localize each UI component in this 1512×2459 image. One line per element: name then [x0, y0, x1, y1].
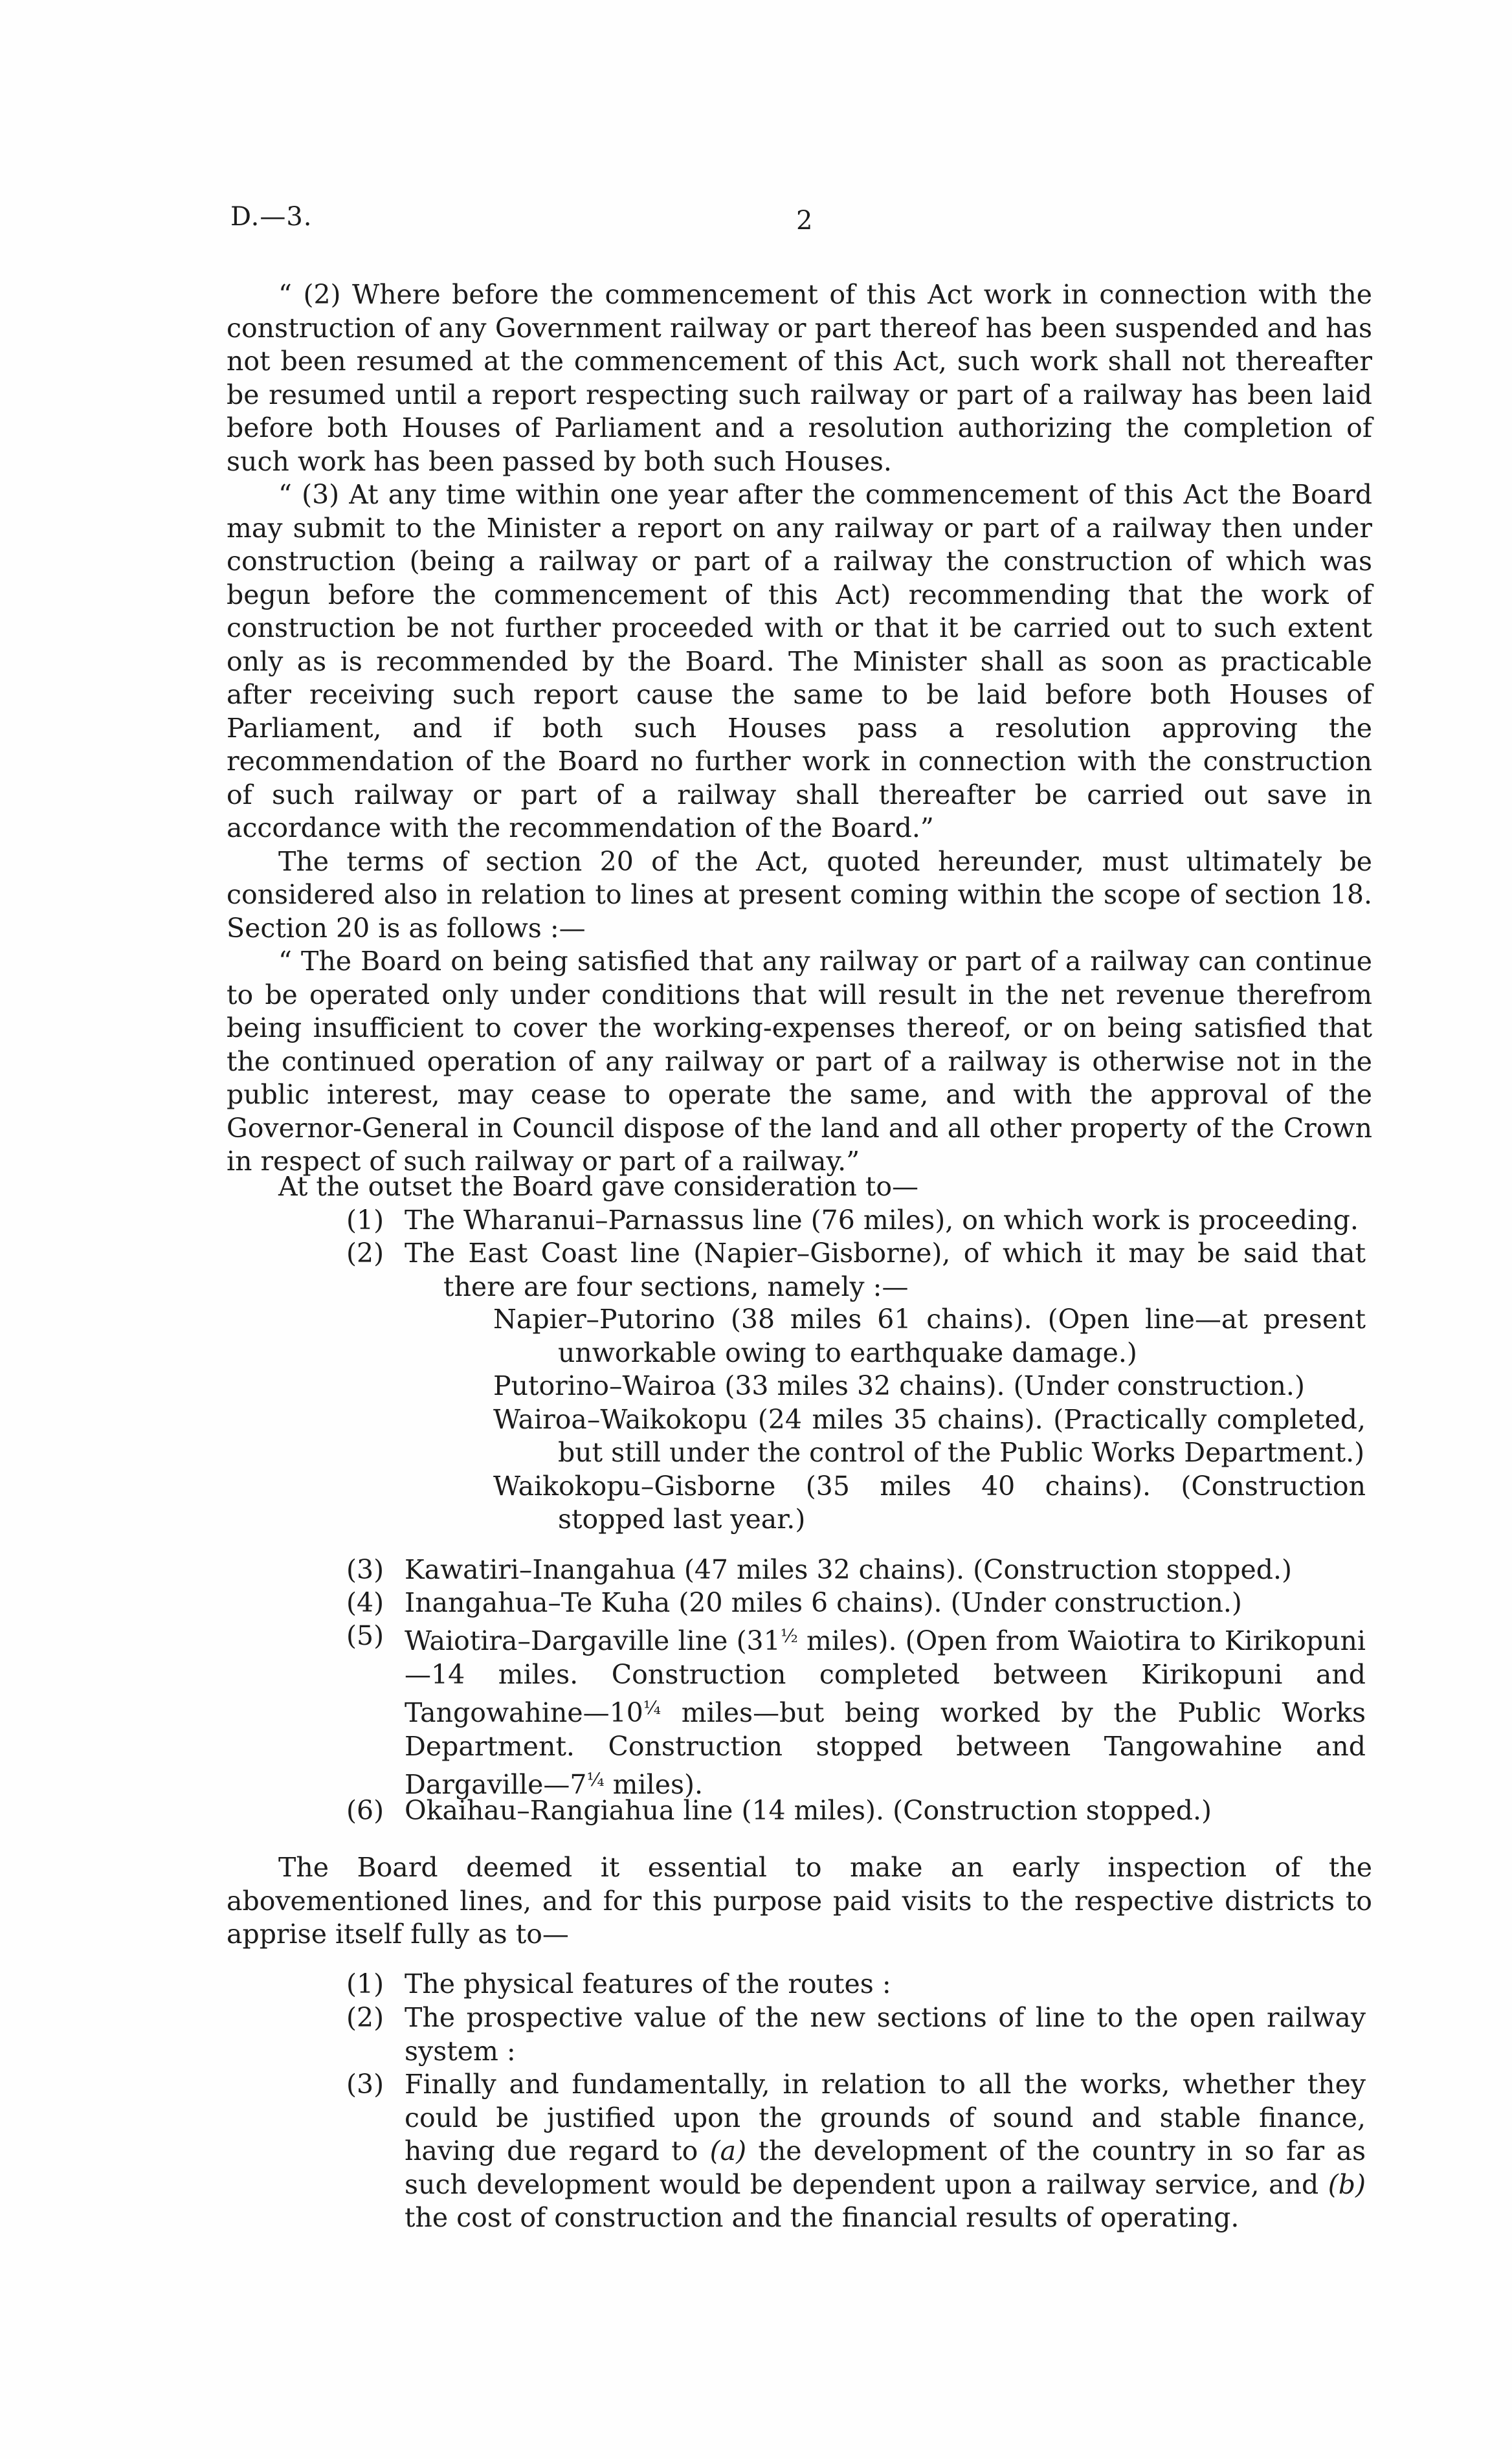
outset-paragraph	[227, 1170, 1372, 1204]
outset-text: At the outset the Board gave consideration to—	[278, 1171, 919, 1202]
item-text: the development of the country in so far as such development would be dependent upon a railway service, and	[405, 2135, 1366, 2200]
item-text: (a)	[709, 2135, 747, 2166]
item-number: (2)	[346, 2002, 384, 2033]
list-item	[346, 1204, 1366, 1238]
item-text: miles). (Open from Waiotira to Kirikopuni—14 miles. Construction completed between Kirikopuni and Tangowahine—10	[405, 1625, 1366, 1728]
list-item	[346, 2068, 1366, 2235]
inspection-paragraph	[227, 1851, 1372, 1952]
item-number: (2)	[346, 1238, 384, 1269]
document-reference: D.—3.	[230, 202, 313, 232]
item-number: (1)	[346, 1205, 384, 1236]
item-number: (5)	[346, 1620, 384, 1651]
quoted-clauses	[227, 278, 1372, 1179]
item-text: The East Coast line (Napier–Gisborne), of which it may be said that there are four sections, namely :—	[405, 1238, 1366, 1302]
item-text: The Wharanui–Parnassus line (76 miles), on which work is proceeding.	[405, 1205, 1359, 1236]
item-number: (6)	[346, 1795, 384, 1826]
item-text: Kawatiri–Inangahua (47 miles 32 chains). (Construction stopped.)	[405, 1554, 1292, 1585]
item-text: (b)	[1328, 2168, 1366, 2200]
list-item	[346, 1794, 1366, 1828]
fraction: ½	[780, 1625, 798, 1647]
section-putorino-wairoa: Putorino–Wairoa (33 miles 32 chains). (Under construction.)	[493, 1370, 1305, 1401]
item-number: (3)	[346, 1554, 384, 1585]
section-wairoa-waikokopu: Wairoa–Waikokopu (24 miles 35 chains). (Practically completed, but still under the control of the Public Works Department.)	[493, 1403, 1366, 1468]
clause-3: “ (3) At any time within one year after the commencement of this Act the Board may submit to the Minister a report on any railway or part of a railway then under construction (being a railway or part of a railway the construction of which was begun before the commencement of this Act) recommending that the work of construction be not further proceeded with or that it be carried out to such extent only as is recommended by the Board. The Minister shall as soon as practicable after receiving such report cause the same to be laid before both Houses of Parliament, and if both such Houses pass a resolution approving the recommendation of the Board no further work in connection with the construction of such railway or part of a railway shall thereafter be carried out save in accordance with the recommendation of the Board.”	[227, 479, 1372, 843]
clause-2: “ (2) Where before the commencement of this Act work in connection with the construction of any Government railway or part thereof has been suspended and has not been resumed at the commencement of this Act, such work shall not thereafter be resumed until a report respecting such railway or part of a railway has been laid before both Houses of Parliament and a resolution authorizing the completion of such work has been passed by both such Houses.	[227, 279, 1372, 477]
inspection-text: The Board deemed it essential to make an early inspection of the abovementioned lines, and for this purpose paid visits to the respective districts to apprise itself fully as to—	[227, 1852, 1372, 1950]
item-text: Inangahua–Te Kuha (20 miles 6 chains). (Under construction.)	[405, 1587, 1242, 1618]
item-text: Okaihau–Rangiahua line (14 miles). (Construction stopped.)	[405, 1795, 1212, 1826]
item-text: the cost of construction and the financial results of operating.	[405, 2202, 1240, 2233]
list-item	[346, 1968, 1366, 2001]
list-item	[346, 1237, 1366, 1304]
item-text: Finally and fundamentally, in relation to all the works, whether they could be justified upon the grounds of sound and stable finance, having due regard to	[405, 2069, 1366, 2166]
section-napier-putorino: Napier–Putorino (38 miles 61 chains). (Open line—at present unworkable owing to earthquake damage.)	[493, 1304, 1366, 1368]
list-item	[346, 2001, 1366, 2068]
section-20-quote: “ The Board on being satisfied that any railway or part of a railway can continue to be operated only under conditions that will result in the net revenue therefrom being insufficient to cover the working-expenses thereof, or on being satisfied that the continued operation of any railway or part of a railway is otherwise not in the public interest, may cease to operate the same, and with the approval of the Governor-General in Council dispose of the land and all other property of the Crown in respect of such railway or part of a railway.”	[227, 946, 1372, 1177]
list-item	[346, 1586, 1366, 1620]
item-number: (3)	[346, 2069, 384, 2100]
item-text: miles—but being worked by the Public Works Department. Construction stopped between Tangowahine and Dargaville—7	[405, 1697, 1366, 1800]
item-text: Waiotira–Dargaville line (31	[405, 1625, 781, 1656]
item-text: The physical features of the routes :	[405, 1968, 891, 1999]
fraction: ¼	[643, 1697, 661, 1719]
section-waikokopu-gisborne: Waikokopu–Gisborne (35 miles 40 chains). (Construction stopped last year.)	[493, 1470, 1366, 1535]
section-20-intro: The terms of section 20 of the Act, quoted hereunder, must ultimately be considered also in relation to lines at present coming within the scope of section 18. Section 20 is as follows :—	[227, 845, 1372, 944]
item-number: (1)	[346, 1968, 384, 1999]
page-number: 2	[796, 206, 813, 236]
item-text: The prospective value of the new sections of line to the open railway system :	[405, 2002, 1366, 2067]
item-number: (4)	[346, 1587, 384, 1618]
item-text: miles).	[604, 1769, 704, 1800]
list-item	[346, 1553, 1366, 1587]
fraction: ¼	[586, 1769, 605, 1790]
east-coast-sections	[493, 1303, 1366, 1537]
list-item	[346, 1619, 1366, 1802]
